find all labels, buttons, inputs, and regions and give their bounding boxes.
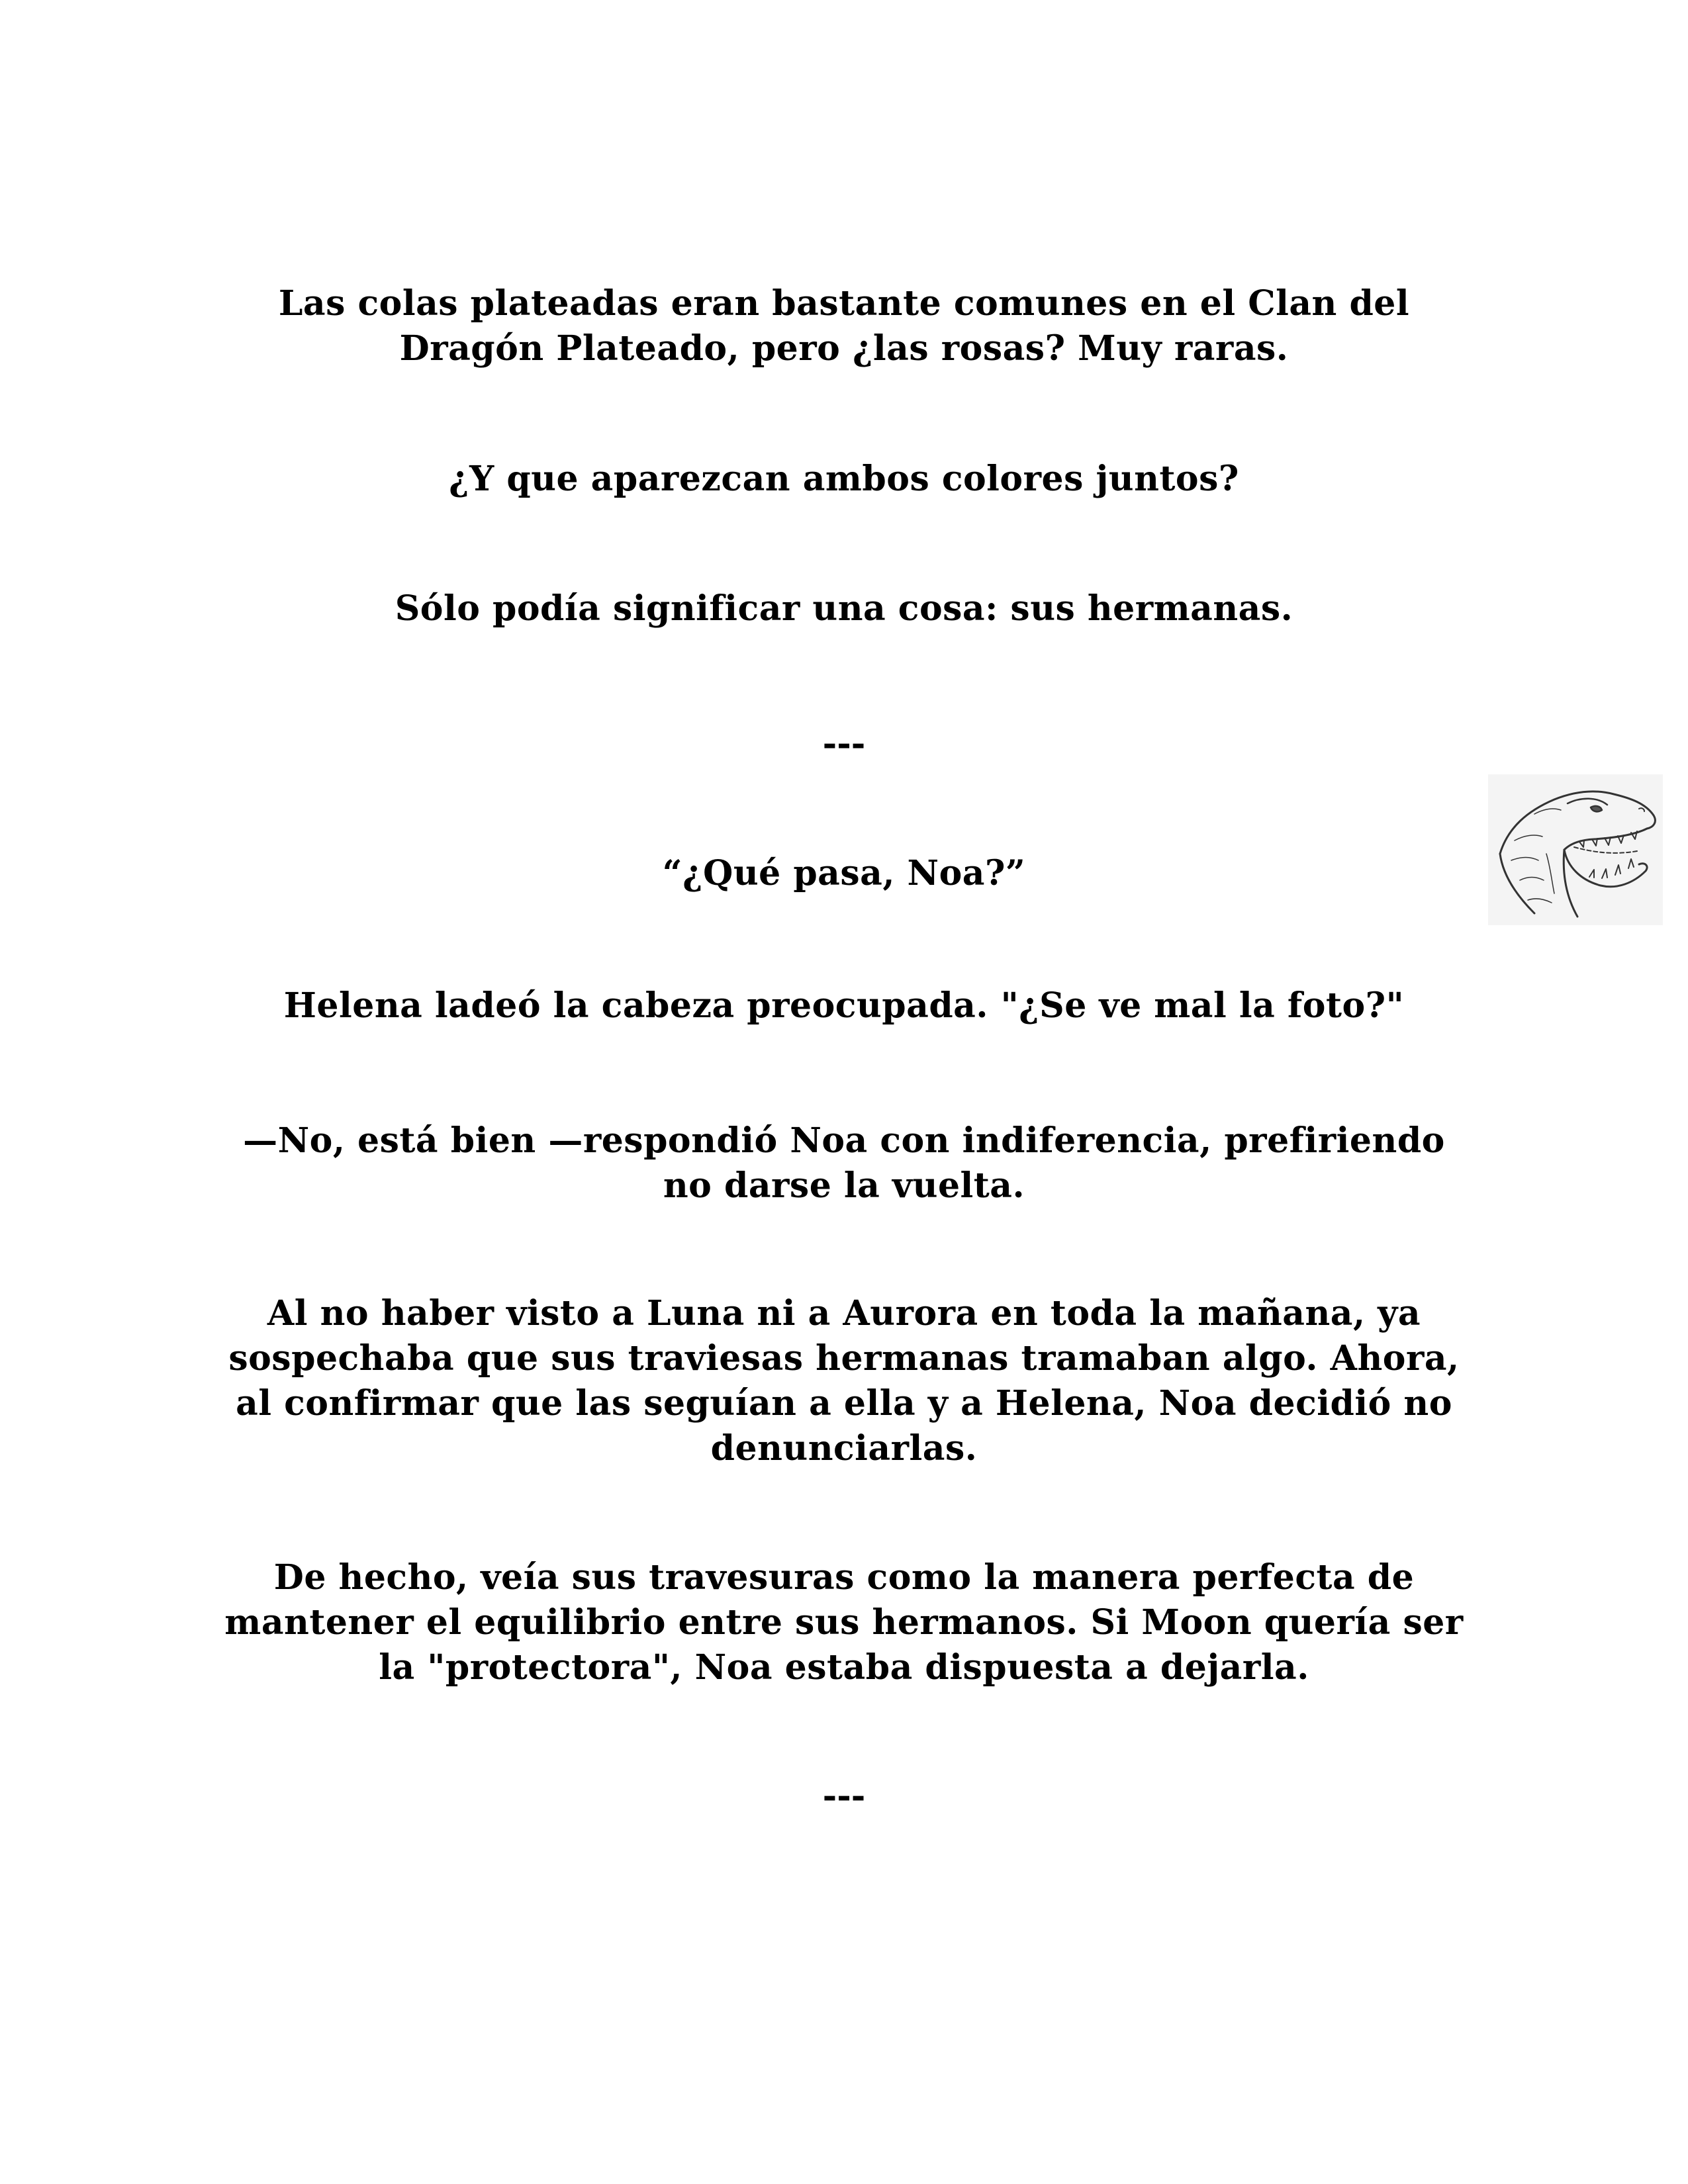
- paragraph-2: ¿Y que aparezcan ambos colores juntos?: [449, 459, 1239, 499]
- section-separator-2: ---: [822, 1776, 866, 1816]
- section-separator-1: ---: [822, 723, 866, 764]
- paragraph-1: Las colas plateadas eran bastante comunes en el Clan del Dragón Plateado, pero ¿las rosas? Muy raras.: [278, 283, 1410, 369]
- paragraph-6: —No, está bien —respondió Noa con indiferencia, prefiriendo no darse la vuelta.: [243, 1120, 1445, 1206]
- paragraph-4: “¿Qué pasa, Noa?”: [662, 853, 1026, 893]
- paragraph-8: De hecho, veía sus travesuras como la manera perfecta de mantener el equilibrio entre sus hermanos. Si Moon quería ser la "protectora", Noa estaba dispuesta a dejarla.: [224, 1557, 1464, 1688]
- paragraph-5: Helena ladeó la cabeza preocupada. "¿Se ve mal la foto?": [283, 985, 1405, 1026]
- paragraph-7: Al no haber visto a Luna ni a Aurora en toda la mañana, ya sospechaba que sus traviesas hermanas tramaban algo. Ahora, al confirmar que las seguían a ella y a Helena, Noa decidió no denunciarlas.: [228, 1293, 1460, 1469]
- paragraph-3: Sólo podía significar una cosa: sus hermanas.: [395, 588, 1293, 629]
- dinosaur-head-sketch-icon: [1488, 774, 1663, 925]
